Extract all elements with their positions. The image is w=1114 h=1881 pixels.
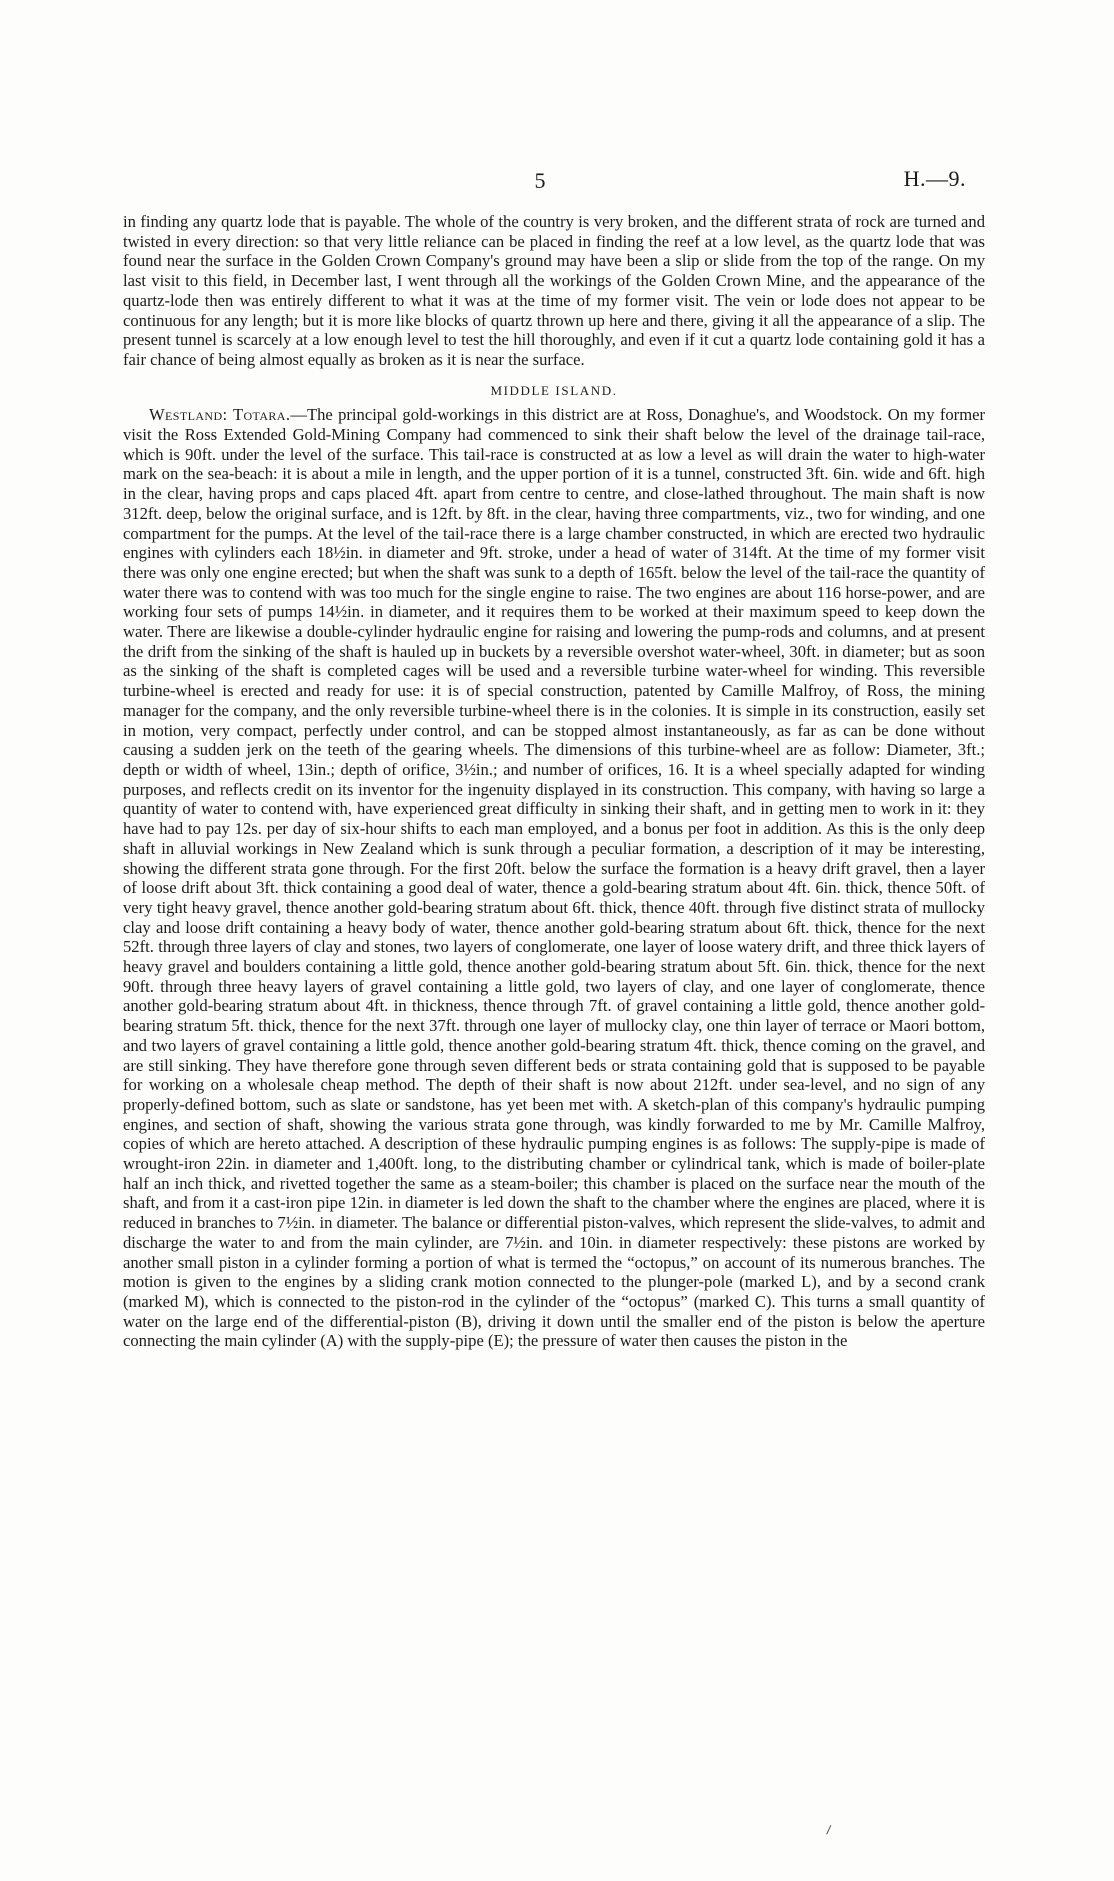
document-reference: H.—9. xyxy=(903,166,966,191)
section-heading-middle-island: MIDDLE ISLAND. xyxy=(490,382,618,398)
paragraph-golden-crown: in finding any quartz lode that is payable. The whole of the country is very broken, and the different strata of rock are turned and twisted in every direction: so that very little reliance can be placed in finding the reef at a low level, as the quartz lode that was found near the surface in the Golden Crown Company's ground may have been a slip or slide from the top of the range. On my last visit to this field, in December last, I went through all the workings of the Golden Crown Mine, and the appearance of the quartz-lode then was entirely different to what it was at the time of my former visit. The vein or lode does not appear to be continuous for any length; but it is more like blocks of quartz thrown up here and there, giving it all the appearance of a slip. The present tunnel is scarcely at a low enough level to test the hill thoroughly, and even if it cut a quartz lode containing gold it has a fair chance of being almost equally as broken as it is near the surface. xyxy=(123,212,985,369)
paragraph-westland-totara xyxy=(123,405,985,1351)
body-text xyxy=(123,212,985,1351)
paragraph-text-westland-totara: —The principal gold-workings in this district are at Ross, Donaghue's, and Woodstock. On my former visit the Ross Extended Gold-Mining Company had commenced to sink their shaft below the level of the drainage tail-race, which is 90ft. under the level of the surface. This tail-race is constructed at as low a level as will drain the water to high-water mark on the sea-beach: it is about a mile in length, and the upper portion of it is a tunnel, constructed 3ft. 6in. wide and 6ft. high in the clear, having props and caps placed 4ft. apart from centre to centre, and close-lathed throughout. The main shaft is now 312ft. deep, below the original surface, and is 12ft. by 8ft. in the clear, having three compartments, viz., two for winding, and one compartment for the pumps. At the level of the tail-race there is a large chamber constructed, in which are erected two hydraulic engines with cylinders each 18½in. in diameter and 9ft. stroke, under a head of water of 314ft. At the time of my former visit there was only one engine erected; but when the shaft was sunk to a depth of 165ft. below the level of the tail-race the quantity of water there was to contend with was too much for the single engine to raise. The two engines are about 116 horse-power, and are working four sets of pumps 14½in. in diameter, and it requires them to be worked at their maximum speed to keep down the water. There are likewise a double-cylinder hydraulic engine for raising and lowering the pump-rods and columns, and at present the drift from the sinking of the shaft is hauled up in buckets by a reversible overshot water-wheel, 30ft. in diameter; but as soon as the sinking of the shaft is completed cages will be used and a reversible turbine water-wheel for winding. This reversible turbine-wheel is erected and ready for use: it is of special construction, patented by Camille Malfroy, of Ross, the mining manager for the company, and the only reversible turbine-wheel there is in the colonies. It is simple in its construction, easily set in motion, very compact, perfectly under control, and can be stopped almost instantaneously, as far as can be done without causing a sudden jerk on the teeth of the gearing wheels. The dimensions of this turbine-wheel are as follow: Diameter, 3ft.; depth or width of wheel, 13in.; depth of orifice, 3½in.; and number of orifices, 16. It is a wheel specially adapted for winding purposes, and reflects credit on its inventor for the ingenuity displayed in its construction. This company, with having so large a quantity of water to contend with, have experienced great difficulty in sinking their shaft, and in getting men to work in it: they have had to pay 12s. per day of six-hour shifts to each man employed, and a bonus per foot in addition. As this is the only deep shaft in alluvial workings in New Zealand which is sunk through a peculiar formation, a description of it may be interesting, showing the different strata gone through. For the first 20ft. below the surface the formation is a heavy drift gravel, then a layer of loose drift about 3ft. thick containing a good deal of water, thence a gold-bearing stratum about 4ft. 6in. thick, thence 50ft. of very tight heavy gravel, thence another gold-bearing stratum about 6ft. thick, thence 40ft. through five distinct strata of mullocky clay and loose drift containing a heavy body of water, thence another gold-bearing stratum about 6ft. thick, thence for the next 52ft. through three layers of clay and stones, two layers of conglomerate, one layer of loose watery drift, and three thick layers of heavy gravel and boulders containing a little gold, thence another gold-bearing stratum about 5ft. 6in. thick, thence for the next 90ft. through three heavy layers of gravel containing a little gold, two layers of clay, and one layer of conglomerate, thence another gold-bearing stratum about 4ft. in thickness, thence through 7ft. of gravel containing a little gold, thence another gold-bearing stratum 5ft. thick, thence for the next 37ft. through one layer of mullocky clay, one thin layer of terrace or Maori bottom, and two layers of gravel containing a little gold, thence another gold-bearing stratum 4ft. thick, thence coming on the gravel, and are still sinking. They have therefore gone through seven different beds or strata containing gold that is supposed to be payable for working on a wholesale cheap method. The depth of their shaft is now about 212ft. under sea-level, and no sign of any properly-defined bottom, such as slate or sandstone, has yet been met with. A sketch-plan of this company's hydraulic pumping engines, and section of shaft, showing the various strata gone through, was kindly forwarded to me by Mr. Camille Malfroy, copies of which are hereto attached. A description of these hydraulic pumping engines is as follows: The supply-pipe is made of wrought-iron 22in. in diameter and 1,400ft. long, to the distributing chamber or cylindrical tank, which is made of boiler-plate half an inch thick, and rivetted together the same as a steam-boiler; this chamber is placed on the surface near the mouth of the shaft, and from it a cast-iron pipe 12in. in diameter is led down the shaft to the chamber where the engines are placed, where it is reduced in branches to 7½in. in diameter. The balance or differential piston-valves, which represent the slide-valves, to admit and discharge the water to and from the main cylinder, are 7½in. and 10in. in diameter respectively: these pistons are worked by another small piston in a cylinder forming a portion of what is termed the “octopus,” on account of its numerous branches. The motion is given to the engines by a sliding crank motion connected to the plunger-pole (marked L), and by a second crank (marked M), which is connected to the piston-rod in the cylinder of the “octopus” (marked C). This turns a small quantity of water on the large end of the differential-piston (B), driving it down until the smaller end of the piston is below the aperture connecting the main cylinder (A) with the supply-pipe (E); the pressure of water then causes the piston in the xyxy=(123,405,985,1351)
page-number: 5 xyxy=(534,168,546,193)
paragraph-lead-westland-totara: Westland: Totara. xyxy=(149,405,291,425)
stray-ink-mark xyxy=(826,1825,837,1837)
